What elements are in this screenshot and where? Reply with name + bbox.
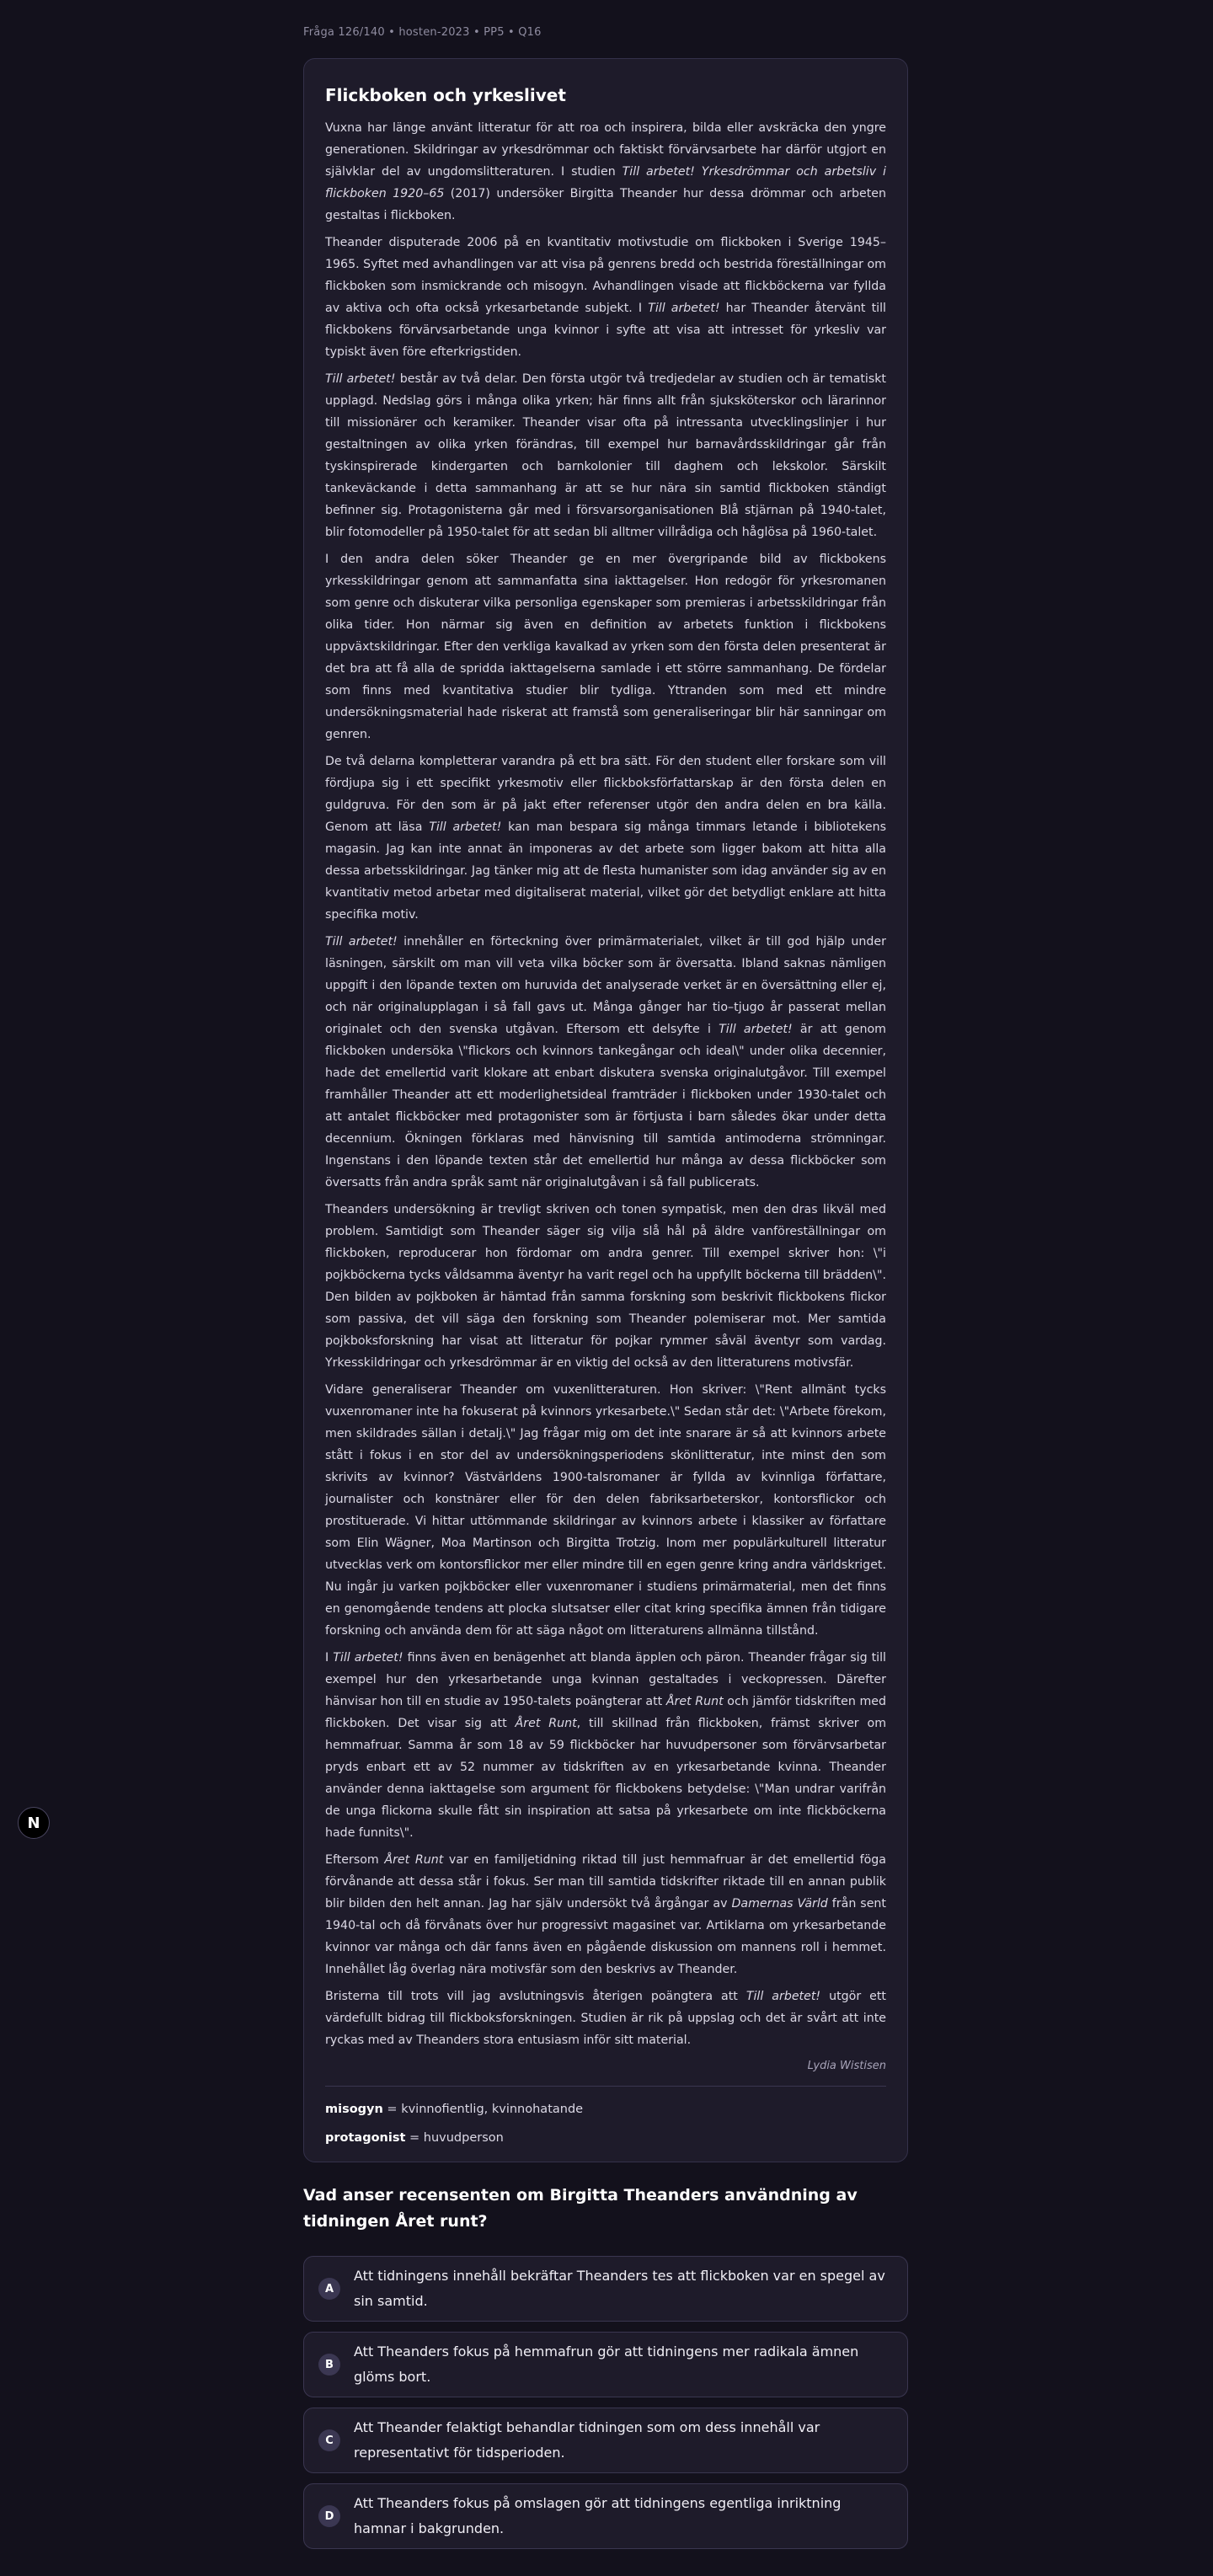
- option-text: Att tidningens innehåll bekräftar Theanders tes att flickboken var en spegel av sin samtid.: [354, 2268, 885, 2309]
- paragraph-text: från sent 1940-tal och då förvånats över hur progressivt magasinet var. Artiklarna om yrkesarbetande kvinnor var många och där fanns även en pågående diskussion om mannens roll i hemmet. Innehållet låg överlag nära motivsfär som den beskrivs av Theander.: [325, 1897, 886, 1976]
- article-paragraph: [325, 1849, 886, 1980]
- glossary-term: misogyn: [325, 2103, 383, 2116]
- option-letter-badge: B: [318, 2354, 340, 2376]
- italic-title-text: Till arbetet!: [648, 302, 720, 315]
- paragraph-text: är att genom flickboken undersöka \"flickors och kvinnors tankegångar och ideal\" under olika decennier, hade det emellertid varit klokare att enbart diskutera svenska originalutgåvor. Till exempel framhåller Theander att ett moderlighetsideal framträder i flickboken under 1930-talet och att antalet flickböcker med protagonister som är förtjusta i barn således ökar under detta decennium. Ökningen förklaras med hänvisning till samtida antimoderna strömningar. Ingenstans i den löpande texten står det emellertid hur många av dessa flickböcker som översatts från andra språk samt när originalutgåvan i så fall publicerats.: [325, 1023, 886, 1189]
- article-title: Flickboken och yrkeslivet: [325, 85, 566, 105]
- glossary-term: protagonist: [325, 2131, 406, 2145]
- article-paragraph: [325, 1985, 886, 2051]
- italic-title-text: Till arbetet!: [719, 1023, 793, 1036]
- option-letter-badge: A: [318, 2278, 340, 2300]
- answer-option-b[interactable]: [303, 2332, 908, 2397]
- article-paragraph: [325, 368, 886, 543]
- article-paragraph: [325, 1647, 886, 1844]
- glossary-definition: = huvudperson: [405, 2131, 504, 2145]
- italic-title-text: Året Runt: [515, 1717, 577, 1730]
- paragraph-text: kan man bespara sig många timmars letande i bibliotekens magasin. Jag kan inte annat än imponeras av det arbete som ligger bakom att hitta alla dessa arbetsskildringar. Jag tänker mig att de flesta humanister som idag använder sig av en kvantitativ metod arbetar med digitaliserat material, vilket gör det betydligt enklare att hitta specifika motiv.: [325, 820, 886, 922]
- paragraph-text: (2017) undersöker Birgitta Theander hur dessa drömmar och arbeten gestaltas i flickboken.: [325, 187, 886, 222]
- article-paragraph: [325, 117, 886, 227]
- option-text: Att Theanders fokus på hemmafrun gör att tidningens mer radikala ämnen glöms bort.: [354, 2344, 859, 2385]
- paragraph-text: De två delarna kompletterar varandra på ett bra sätt. För den student eller forskare som vill fördjupa sig i ett specifikt yrkesmotiv eller flickboksförfattarskap är den första delen en guldgruva. För den som är på jakt efter referenser utgör den andra delen en bra källa. Genom att läsa: [325, 755, 886, 834]
- paragraph-text: Theanders undersökning är trevligt skriven och tonen sympatisk, men den dras likväl med problem. Samtidigt som Theander säger sig vilja slå hål på äldre vanföreställningar om flickboken, reproducerar hon fördomar om andra genrer. Till exempel skriver hon: \"i pojkböckerna tycks våldsamma äventyr ha varit regel och ha uppfyllt böckerna till brädden\". Den bilden av pojkboken är hämtad från samma forskning som beskrivit flickbokens flickor som passiva, det vill säga den forskning som Theander polemiserar mot. Mer samtida pojkboksforskning har visat att litteratur för pojkar rymmer såväl äventyr som vardag. Yrkesskildringar och yrkesdrömmar är en viktig del också av den litteraturens motivsfär.: [325, 1203, 886, 1370]
- article-paragraph: [325, 1199, 886, 1374]
- paragraph-text: I den andra delen söker Theander ge en mer övergripande bild av flickbokens yrkesskildringar genom att sammanfatta sina iakttagelser. Hon redogör för yrkesromanen som genre och diskuterar vilka personliga egenskaper som premieras i arbetsskildringar från olika tider. Hon närmar sig även en definition av arbetets funktion i flickbokens uppväxtskildringar. Efter den verkliga kavalkad av yrken som den första delen presenterat är det bra att få alla de spridda iakttagelserna samlade i ett större sammanhang. De fördelar som finns med kvantitativa studier blir tydliga. Yttranden som med ett mindre undersökningsmaterial hade riskerat att framstå som generaliseringar blir här sanningar om genren.: [325, 553, 886, 741]
- answer-option-a[interactable]: [303, 2256, 908, 2322]
- option-text: Att Theander felaktigt behandlar tidningen som om dess innehåll var representativt för tidsperioden.: [354, 2419, 820, 2461]
- italic-title-text: Till arbetet!: [333, 1651, 403, 1665]
- paragraph-text: Eftersom: [325, 1853, 385, 1867]
- paragraph-text: innehåller en förteckning över primärmaterialet, vilket är till god hjälp under läsningen, särskilt om man vill veta vilka böcker som är översatta. Ibland saknas nämligen uppgift i den löpande texten om huruvida det analyserade verket är en översättning eller ej, och när originalupplagan i så fall gavs ut. Många gånger har tio–tjugo år passerat mellan originalet och den svenska utgåvan. Eftersom ett delsyfte i: [325, 935, 886, 1036]
- paragraph-text: Vidare generaliserar Theander om vuxenlitteraturen. Hon skriver: \"Rent allmänt tycks vuxenromaner inte ha fokuserat på kvinnors yrkesarbete.\" Sedan står det: \"Arbete förekom, men skildrades sällan i detalj.\" Jag frågar mig om det inte snarare är så att kvinnors arbete stått i fokus i en stor del av undersökningsperiodens skönlitteratur, inte minst den som skrivits av kvinnor? Västvärldens 1900-talsromaner är fyllda av kvinnliga författare, journalister och konstnärer eller för den delen fabriksarbeterskor, kontorsflickor och prostituerade. Vi hittar uttömmande skildringar av kvinnors arbete i klassiker av författare som Elin Wägner, Moa Martinson och Birgitta Trotzig. Inom mer populärkulturell litteratur utvecklas verk om kontorsflickor mer eller mindre till en egen genre kring andra världskriget. Nu ingår ju varken pojkböcker eller vuxenromaner i studiens primärmaterial, men det finns en genomgående tendens att plocka slutsatser eller citat kring specifika ämnen från tidigare forskning och använda dem för att säga något om litteraturens allmänna tillstånd.: [325, 1383, 886, 1638]
- nextjs-logo-icon[interactable]: N: [18, 1807, 50, 1839]
- italic-title-text: Damernas Värld: [731, 1897, 828, 1911]
- italic-title-text: Till arbetet!: [325, 372, 396, 386]
- italic-title-text: Året Runt: [665, 1695, 724, 1708]
- paragraph-text: Bristerna till trots vill jag avslutningsvis återigen poängtera att: [325, 1990, 746, 2003]
- option-letter-badge: D: [318, 2505, 340, 2527]
- paragraph-text: består av två delar. Den första utgör två tredjedelar av studien och är tematiskt upplagd. Nedslag görs i många olika yrken; här finns allt från sjuksköterskor och lärarinnor till missionärer och keramiker. Theander visar ofta på intressanta utvecklingslinjer i hur gestaltningen av olika yrken förändras, till exempel hur barnavårdsskildringar går från tyskinspirerade kindergarten och barnkolonier till daghem och lekskolor. Särskilt tankeväckande i detta sammanhang är att se hur nära sin samtid flickboken ständigt befinner sig. Protagonisterna går med i försvarsorganisationen Blå stjärnan på 1940-talet, blir fotomodeller på 1950-talet för att sedan bli alltmer villrådiga och håglösa på 1960-talet.: [325, 372, 886, 539]
- paragraph-text: , till skillnad från flickboken, främst skriver om hemmafruar. Samma år som 18 av 59 flickböcker har huvudpersoner som förvärvsarbetar pryds enbart ett av 52 nummer av tidskriften av en yrkesarbetande kvinna. Theander använder denna iakttagelse som argument för flickbokens betydelse: \"Man undrar varifrån de unga flickorna skulle fått sin inspiration att satsa på yrkesarbete om inte flickböckerna hade funnits\".: [325, 1717, 887, 1840]
- paragraph-text: finns även en benägenhet att blanda äpplen och päron. Theander frågar sig till exempel hur den yrkesarbetande unga kvinnan gestaltades i veckopressen. Därefter hänvisar hon till en studie av 1950-talets poängterar att: [325, 1651, 886, 1708]
- paragraph-text: Theander disputerade 2006 på en kvantitativ motivstudie om flickboken i Sverige 1945–1965. Syftet med avhandlingen var att visa på genrens bredd och bestrida föreställningar om flickboken som insmickrande och misogyn. Avhandlingen visade att flickböckerna var fyllda av aktiva och ofta också yrkesarbetande subjekt. I: [325, 236, 886, 315]
- paragraph-text: var en familjetidning riktad till just hemmafruar är det emellertid föga förvånande att dessa står i fokus. Ser man till samtida tidskrifter riktade till en annan publik blir bilden den helt annan. Jag har själv undersökt två årgångar av: [325, 1853, 886, 1911]
- article-author: Lydia Wistisen: [807, 2060, 886, 2072]
- italic-title-text: Till arbetet!: [745, 1990, 821, 2003]
- article-paragraph: [325, 931, 886, 1194]
- glossary-item: [325, 2101, 886, 2118]
- paragraph-text: Vuxna har länge använt litteratur för att roa och inspirera, bilda eller avskräcka den yngre generationen. Skildringar av yrkesdrömmar och faktiskt förvärvsarbete har därför utgjort en självklar del av ungdomslitteraturen. I studien: [325, 121, 886, 179]
- article-paragraph: [325, 751, 886, 926]
- article-paragraph: [325, 548, 886, 746]
- italic-title-text: Till arbetet!: [429, 820, 502, 834]
- paragraph-text: utgör ett värdefullt bidrag till flickboksforskningen. Studien är rik på uppslag och det är svårt att inte ryckas med av Theanders stora entusiasm inför sitt material.: [325, 1990, 886, 2047]
- paragraph-text: och jämför tidskriften med flickboken. Det visar sig att: [325, 1695, 887, 1730]
- question-text: Vad anser recensenten om Birgitta Theanders användning av tidningen Året runt?: [303, 2186, 858, 2231]
- glossary-item: [325, 2130, 886, 2146]
- article-paragraph: [325, 1379, 886, 1642]
- italic-title-text: Året Runt: [384, 1853, 444, 1867]
- article-paragraph: [325, 232, 886, 363]
- answer-option-c[interactable]: [303, 2408, 908, 2473]
- glossary-definition: = kvinnofientlig, kvinnohatande: [382, 2103, 584, 2116]
- italic-title-text: Till arbetet! Yrkesdrömmar och arbetsliv i flickboken 1920–65: [325, 165, 886, 200]
- divider: [325, 2086, 886, 2087]
- paragraph-text: har Theander återvänt till flickbokens förvärvsarbetande unga kvinnor i syfte att visa att intresset för yrkesliv var typiskt även före efterkrigstiden.: [325, 302, 886, 359]
- article-card: [303, 58, 908, 2162]
- answer-option-d[interactable]: [303, 2483, 908, 2549]
- option-letter-badge: C: [318, 2429, 340, 2451]
- italic-title-text: Till arbetet!: [325, 935, 398, 949]
- option-text: Att Theanders fokus på omslagen gör att tidningens egentliga inriktning hamnar i bakgrunden.: [354, 2495, 842, 2536]
- breadcrumb: Fråga 126/140 • hosten-2023 • PP5 • Q16: [303, 26, 542, 39]
- paragraph-text: I: [325, 1651, 334, 1665]
- article-body: [325, 117, 886, 2051]
